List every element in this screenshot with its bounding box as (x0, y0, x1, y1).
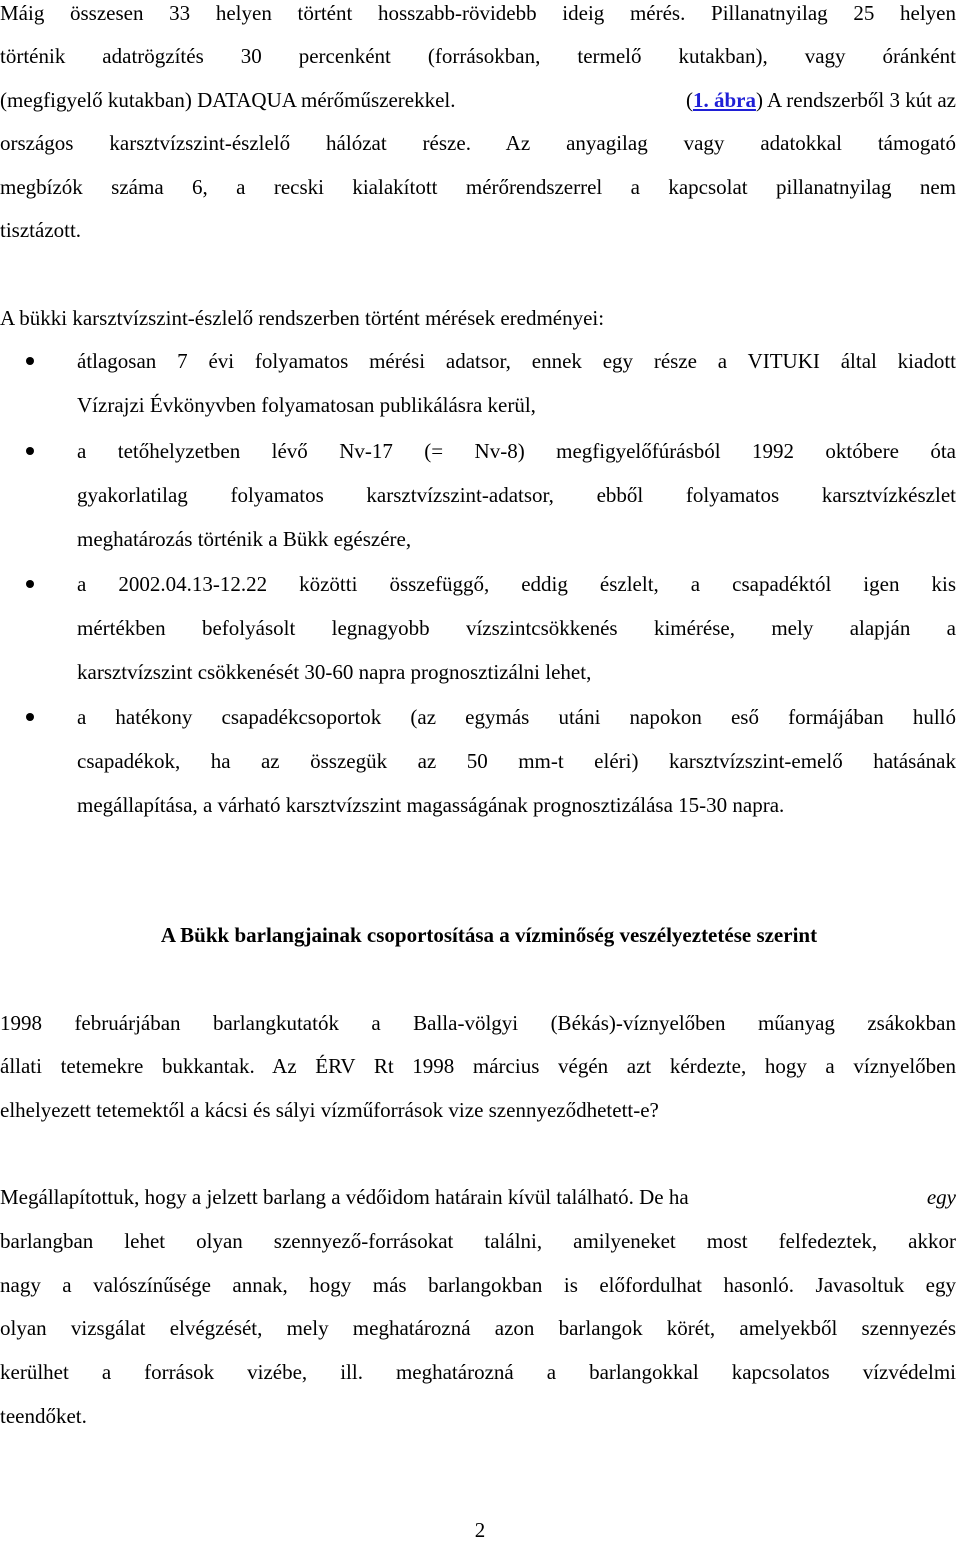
bullet-2-line-3: meghatározás történik a Bükk egészére, (77, 527, 412, 551)
paragraph-3-line-1: 1998 februárjában barlangkutatók a Balla-völgyi (Békás)-víznyelőben műanyag zsákokban (0, 1011, 956, 1035)
bullet-dot-4 (26, 713, 34, 721)
paragraph-1-line-6: tisztázott. (0, 218, 82, 242)
bullet-3-line-3: karsztvízszint csökkenését 30-60 napra prognosztizálni lehet, (77, 660, 592, 684)
emphasis-egy: egy (926, 1185, 956, 1209)
paragraph-3-line-2: állati tetemekre bukkantak. Az ÉRV Rt 1998 március végén azt kérdezte, hogy a víznyelőben (0, 1054, 956, 1078)
bullet-1-line-2: Vízrajzi Évkönyvben folyamatosan publikálásra kerül, (77, 393, 536, 417)
bullet-dot-2 (26, 447, 34, 455)
paragraph-1-line-1: Máig összesen 33 helyen történt hosszabb-rövidebb ideig mérés. Pillanatnyilag 25 helyen (0, 1, 956, 25)
paragraph-1-line-4: országos karsztvízszint-észlelő hálózat része. Az anyagilag vagy adatokkal támogató (0, 131, 956, 155)
bullet-4-line-3: megállapítása, a várható karsztvízszint magasságának prognosztizálása 15-30 napra. (77, 793, 785, 817)
bullet-4-line-1: a hatékony csapadékcsoportok (az egymás utáni napokon eső formájában hulló (77, 705, 956, 729)
paragraph-4-line-5: kerülhet a források vizébe, ill. meghatározná a barlangokkal kapcsolatos vízvédelmi (0, 1360, 956, 1384)
paragraph-4-line-6: teendőket. (0, 1404, 87, 1428)
paragraph-1-line-3 (0, 87, 956, 113)
paragraph-4-line-2: barlangban lehet olyan szennyező-forrásokat találni, amilyeneket most felfedeztek, akkor (0, 1229, 956, 1253)
paragraph-1-line-3-text: (megfigyelő kutakban) DATAQUA mérőműszerekkel. (0, 88, 456, 112)
section-heading-text: A Bükk barlangjainak csoportosítása a vízminőség veszélyeztetése szerint (160, 923, 818, 947)
paragraph-3-line-3: elhelyezett tetemektől a kácsi és sályi vízműforrások vize szennyeződhetett-e? (0, 1098, 659, 1122)
paragraph-4-line-1 (0, 1184, 956, 1210)
results-intro: A bükki karsztvízszint-észlelő rendszerben történt mérések eredményei: (0, 306, 605, 330)
paragraph-4-line-4: olyan vizsgálat elvégzését, mely meghatározná azon barlangok körét, amelyekből szennyezés (0, 1316, 956, 1340)
bullet-3-line-1: a 2002.04.13-12.22 közötti összefüggő, eddig észlelt, a csapadéktól igen kis (77, 572, 956, 596)
bullet-1-line-1: átlagosan 7 évi folyamatos mérési adatsor, ennek egy része a VITUKI által kiadott (77, 349, 956, 373)
paragraph-1-line-5: megbízók száma 6, a recski kialakított mérőrendszerrel a kapcsolat pillanatnyilag nem (0, 175, 956, 199)
page-number: 2 (474, 1518, 486, 1542)
bullet-2-line-2: gyakorlatilag folyamatos karsztvízszint-adatsor, ebből folyamatos karsztvízkészlet (77, 483, 956, 507)
bullet-2-line-1: a tetőhelyzetben lévő Nv-17 (= Nv-8) megfigyelőfúrásból 1992 októbere óta (77, 439, 956, 463)
figure-reference-rest: ) A rendszerből 3 kút az (755, 88, 956, 112)
bullet-dot-3 (26, 580, 34, 588)
paragraph-4-line-3: nagy a valószínűsége annak, hogy más barlangokban is előfordulhat hasonló. Javasoltuk egy (0, 1273, 956, 1297)
bullet-4-line-2: csapadékok, ha az összegük az 50 mm-t eléri) karsztvízszint-emelő hatásának (77, 749, 956, 773)
bullet-dot-1 (26, 357, 34, 365)
bullet-3-line-2: mértékben befolyásolt legnagyobb vízszintcsökkenés kimérése, mely alapján a (77, 616, 956, 640)
figure-reference (686, 87, 956, 113)
paragraph-4-line-1-text: Megállapítottuk, hogy a jelzett barlang a védőidom határain kívül található. De ha (0, 1185, 689, 1209)
paragraph-1-line-2: történik adatrögzítés 30 percenként (forrásokban, termelő kutakban), vagy óránként (0, 44, 956, 68)
figure-1-link[interactable]: 1. ábra (692, 88, 756, 112)
figure-reference-open-paren: ( (685, 88, 693, 112)
section-heading (0, 921, 960, 949)
